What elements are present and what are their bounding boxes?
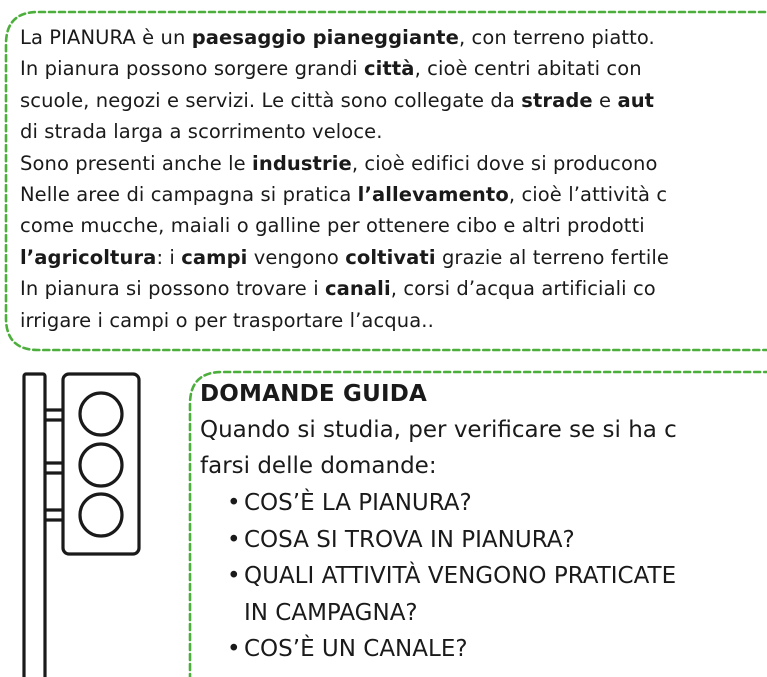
text-run: , cioè centri abitati con: [414, 57, 642, 81]
text-run: In pianura possono sorgere grandi: [20, 57, 365, 81]
guide-section: [200, 377, 767, 668]
text-run: vengono: [247, 245, 346, 269]
guide-question: [200, 631, 767, 668]
guide-question: [200, 558, 767, 595]
bullet-icon: •: [227, 563, 241, 589]
guide-question-text: IN CAMPAGNA?: [244, 599, 418, 626]
bullet-icon: •: [227, 526, 241, 553]
bullet-icon: •: [227, 636, 241, 662]
text-run: : i: [156, 245, 182, 269]
text-run: come mucche, maiali o galline per ottenere cibo e altri prodotti: [20, 214, 645, 238]
guide-question-list: [200, 485, 767, 668]
guide-intro: [200, 412, 767, 484]
guide-question: [200, 485, 767, 522]
text-run: , cioè l’attività c: [508, 182, 668, 206]
guide-question-text: COS’È UN CANALE?: [244, 636, 468, 662]
text-run: , corsi d’acqua artificiali co: [390, 277, 656, 301]
guide-question: [200, 595, 767, 632]
text-run: di strada larga a scorrimento veloce.: [20, 120, 383, 144]
bullet-icon: •: [227, 490, 241, 516]
bold-term: l’agricoltura: [20, 245, 157, 269]
traffic-light-icon: [0, 0, 160, 677]
text-run: e: [592, 88, 618, 112]
bold-term: l’allevamento: [357, 182, 509, 206]
bold-term: industrie: [252, 151, 352, 175]
text-run: In pianura si possono trovare i: [20, 277, 326, 301]
guide-intro-line: Quando si studia, per verificare se si ha c: [200, 417, 677, 443]
text-run: grazie al terreno fertile: [435, 245, 669, 269]
text-run: scuole, negozi e servizi. Le città sono collegate da: [20, 88, 522, 112]
guide-question-text: QUALI ATTIVITÀ VENGONO PRATICATE: [244, 563, 677, 589]
guide-question: [200, 522, 767, 559]
bold-term: paesaggio pianeggiante: [191, 26, 459, 49]
text-run: , con terreno piatto.: [458, 26, 655, 49]
text-run: La PIANURA è un: [20, 26, 192, 49]
bold-term: città: [364, 57, 415, 81]
text-run: Nelle aree di campagna si pratica: [20, 182, 358, 206]
bold-term: aut: [617, 88, 655, 112]
bold-term: strade: [521, 88, 593, 112]
guide-intro-line: farsi delle domande:: [200, 453, 437, 479]
bold-term: campi: [181, 245, 248, 269]
guide-question-text: COS’È LA PIANURA?: [244, 490, 472, 516]
text-run: irrigare i campi o per trasportare l’acqua..: [20, 308, 434, 332]
guide-title: DOMANDE GUIDA: [200, 381, 427, 407]
text-run: , cioè edifici dove si producono: [351, 151, 658, 175]
text-run: Sono presenti anche le: [20, 151, 253, 175]
bold-term: coltivati: [345, 245, 436, 269]
bold-term: canali: [325, 277, 391, 301]
guide-question-text: COSA SI TROVA IN PIANURA?: [244, 526, 575, 553]
